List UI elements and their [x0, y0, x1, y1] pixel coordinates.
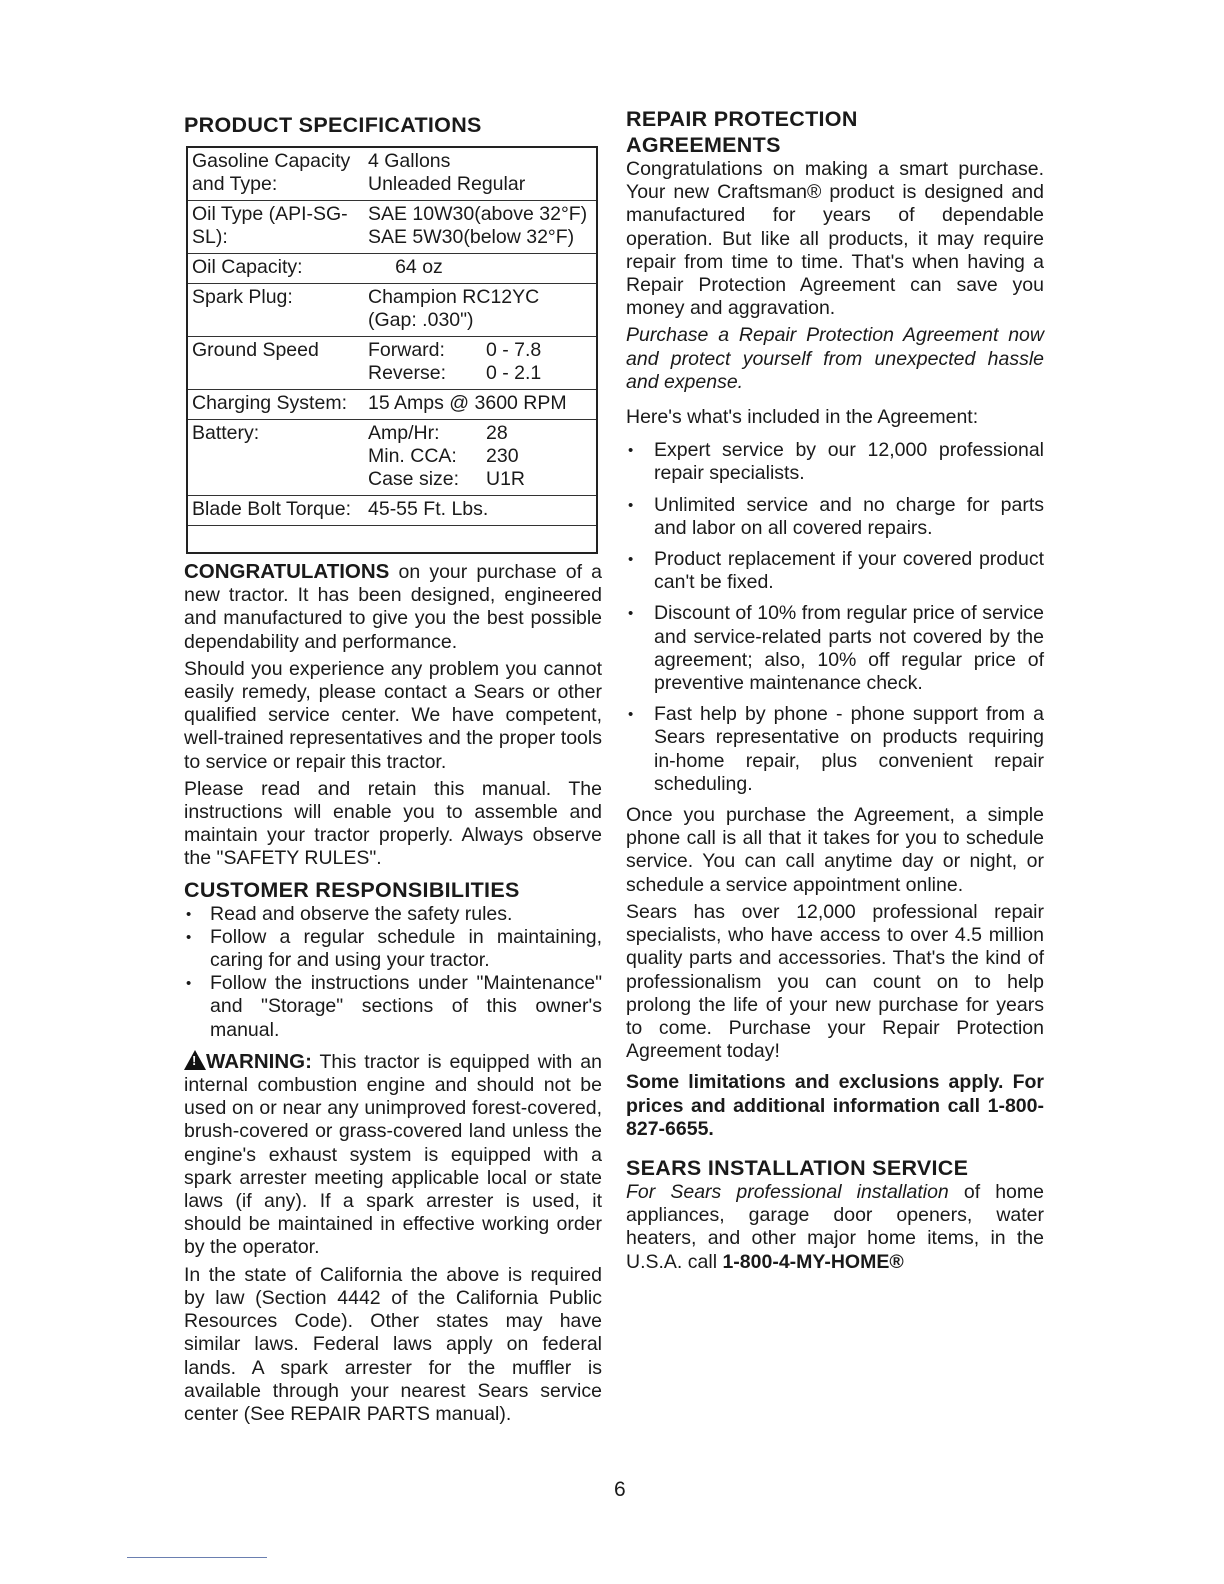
spec-label: Charging System: [187, 390, 364, 420]
pair-label: Case size: [368, 468, 460, 490]
spec-value-pair [368, 362, 592, 385]
spec-value [364, 254, 597, 284]
spec-label: Ground Speed [187, 337, 364, 390]
spec-value [364, 201, 597, 254]
spec-value [364, 147, 597, 201]
included-text: Here's what's included in the Agreement: [626, 406, 979, 429]
customer-heading: CUSTOMER RESPONSIBILITIES [184, 877, 520, 902]
spec-value-line: 4 Gallons [368, 150, 451, 172]
pair-label: Min. CCA: [368, 445, 457, 467]
pair-value: 0 - 2.1 [486, 362, 542, 384]
list-item: • Expert service by our 12,000 professional repair specialists. [626, 439, 1044, 485]
list-item: • Unlimited service and no charge for parts and labor on all covered repairs. [626, 494, 1044, 540]
spec-row [187, 254, 597, 284]
spec-value-pair [368, 468, 592, 491]
spec-value-line: 64 oz [368, 256, 443, 278]
specs-table [186, 146, 598, 554]
install-paragraph: For Sears professional installation of home appliances, garage door openers, water heaters, and other major home items, in the U.S.A. call 1-800-4-MY-HOME® [626, 1180, 1044, 1273]
right-column [626, 106, 1044, 1278]
spec-value-pair [368, 422, 592, 445]
congrats-paragraph: CONGRATULATIONS on your purchase of a new tractor. It has been designed, engineered and manufactured to give you the best possible dependability and performance. [184, 560, 602, 653]
spec-value-line: SAE 5W30(below 32°F) [368, 226, 575, 248]
spec-empty-row [187, 526, 597, 554]
spec-row [187, 201, 597, 254]
page-number: 6 [614, 1478, 626, 1501]
spec-value-pair [368, 445, 592, 468]
list-item: • Fast help by phone - phone support from a Sears representative on products requiring in-home repair, plus convenient repair scheduling. [626, 703, 1044, 796]
spec-label: Spark Plug: [187, 284, 364, 337]
spec-value-line: Champion RC12YC [368, 286, 540, 308]
install-heading: SEARS INSTALLATION SERVICE [626, 1155, 969, 1180]
spec-label: Battery: [187, 420, 364, 496]
spec-row [187, 390, 597, 420]
spec-value-line: SAE 10W30(above 32°F) [368, 203, 588, 225]
spec-label: Oil Type (API-SG-SL): [187, 201, 364, 254]
spec-row [187, 147, 597, 201]
spec-label: Gasoline Capacity and Type: [187, 147, 364, 201]
sears-paragraph: Sears has over 12,000 professional repair specialists, who have access to over 4.5 million quality parts and accessories. That's the kind of professionalism you can count on to help prolong the life of your new purchase for years to come. Purchase your Repair Protection Agreement today! [626, 900, 1044, 1063]
limitations-text: Some limitations and exclusions apply. For prices and additional information call 1-800-827-6655. [626, 1071, 1044, 1140]
spec-value [364, 496, 597, 526]
spec-value [364, 390, 597, 420]
pair-label: Forward: [368, 339, 445, 361]
specs-heading: PRODUCT SPECIFICATIONS [184, 113, 482, 137]
left-column [184, 112, 602, 1430]
pair-value: 230 [486, 445, 519, 467]
repair-list [626, 439, 1044, 796]
pair-value: 28 [486, 422, 508, 444]
spec-value-line: 15 Amps @ 3600 RPM [368, 392, 567, 414]
repair-italic: Purchase a Repair Protection Agreement now and protect yourself from unexpected hassle and expense. [626, 324, 1044, 393]
warning-paragraph: !WARNING: This tractor is equipped with an internal combustion engine and should not be used on or near any unimproved forest-covered, brush-covered or grass-covered land unless the engine's exhaust system is equipped with a spark arrester meeting applicable local or state laws (if any). If a spark arrester is used, it should be maintained in effective working order by the operator. [184, 1050, 602, 1260]
pair-value: U1R [486, 468, 526, 490]
spec-row [187, 337, 597, 390]
list-item: • Product replacement if your covered product can't be fixed. [626, 548, 1044, 594]
list-item: • Discount of 10% from regular price of service and service-related parts not covered by the agreement; also, 10% off regular price of preventive maintenance check. [626, 602, 1044, 695]
service-paragraph: Should you experience any problem you cannot easily remedy, please contact a Sears or other qualified service center. We have competent, well-trained representatives and the proper tools to service or repair this tractor. [184, 657, 602, 773]
spec-label: Oil Capacity: [187, 254, 364, 284]
spec-value [364, 337, 597, 390]
list-item: • Follow a regular schedule in maintaining, caring for and using your tractor. [184, 926, 602, 972]
spec-value-line: Unleaded Regular [368, 173, 526, 195]
spec-label: Blade Bolt Torque: [187, 496, 364, 526]
list-item: • Follow the instructions under "Maintenance" and "Storage" sections of this owner's manual. [184, 972, 602, 1042]
spec-value-pair [368, 339, 592, 362]
spec-row [187, 284, 597, 337]
spec-row [187, 420, 597, 496]
spec-row [187, 496, 597, 526]
pair-value: 0 - 7.8 [486, 339, 542, 361]
spec-value-line: (Gap: .030") [368, 309, 474, 331]
spec-value-line: 45-55 Ft. Lbs. [368, 498, 489, 520]
california-paragraph: In the state of California the above is required by law (Section 4442 of the California Public Resources Code). Other states may have similar laws. Federal laws apply on federal lands. A spark arrester for the muffler is available through your nearest Sears service center (See REPAIR PARTS manual). [184, 1263, 602, 1425]
pair-label: Amp/Hr: [368, 422, 440, 444]
list-item: • Read and observe the safety rules. [184, 903, 602, 926]
manual-paragraph: Please read and retain this manual. The instructions will enable you to assemble and maintain your tractor properly. Always observe the "SAFETY RULES". [184, 777, 602, 870]
repair-intro: Congratulations on making a smart purchase. Your new Craftsman® product is designed and manufactured for years of dependable operation. But like all products, it may require repair from time to time. That's when having a Repair Protection Agreement can save you money and aggravation. [626, 158, 1044, 320]
pair-label: Reverse: [368, 362, 447, 384]
warning-icon [184, 1050, 206, 1070]
repair-heading: REPAIR PROTECTION AGREEMENTS [626, 107, 858, 157]
spec-value [364, 284, 597, 337]
once-paragraph: Once you purchase the Agreement, a simple phone call is all that it takes for you to schedule service. You can call anytime day or night, or schedule a service appointment online. [626, 804, 1044, 896]
footer-rule [127, 1557, 267, 1558]
spec-value [364, 420, 597, 496]
customer-list [184, 903, 602, 1042]
